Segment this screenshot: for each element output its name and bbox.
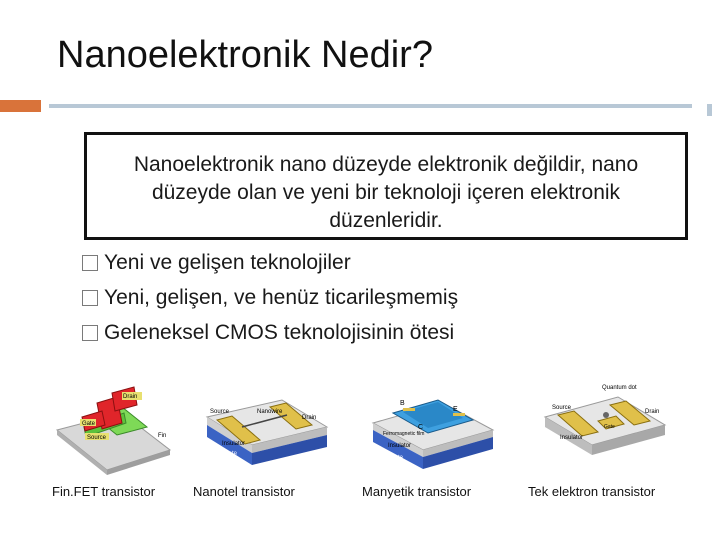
- single-electron-illustration: [540, 375, 670, 475]
- list-item: [82, 245, 458, 280]
- label-drain: Drain: [123, 394, 138, 400]
- label-quantum-dot: Quantum dot: [602, 385, 637, 391]
- bullet-box-icon: [82, 325, 98, 341]
- label-source: Source: [552, 405, 572, 411]
- label-nanowire: Nanowire: [257, 409, 283, 415]
- list-item: [82, 315, 458, 350]
- title-accent-bar: [0, 100, 41, 112]
- label-insulator: Insulator: [560, 435, 584, 441]
- title-divider-line: [49, 104, 692, 108]
- definition-box: [84, 132, 688, 240]
- label-insulator: Insulator: [388, 443, 412, 449]
- slide-title: Nanoelektronik Nedir?: [57, 34, 433, 76]
- bullet-text: Geleneksel CMOS teknolojisinin ötesi: [104, 321, 455, 344]
- label-source: Source: [210, 409, 230, 415]
- label-ferromagnetic-film: Ferromagnetic film: [383, 431, 425, 437]
- bullet-box-icon: [82, 290, 98, 306]
- bullet-list: [82, 245, 458, 350]
- label-gate: Gate: [390, 455, 404, 461]
- label-gate: Gate: [224, 451, 238, 457]
- label-e: E: [453, 406, 458, 413]
- label-source: Source: [87, 435, 107, 441]
- label-fin: Fin: [158, 433, 167, 439]
- figure-caption: Fin.FET transistor: [52, 484, 156, 499]
- magnetic-illustration: [368, 375, 498, 475]
- nanowire-illustration: [202, 375, 332, 475]
- list-item: [82, 280, 458, 315]
- figure-caption: Tek elektron transistor: [528, 484, 656, 499]
- label-drain: Drain: [302, 415, 317, 421]
- definition-text: Nanoelektronik nano düzeyde elektronik değildir, nano düzeyde olan ve yeni bir teknoloji içeren elektronik düzenleridir.: [133, 153, 639, 232]
- label-gate: Gate: [82, 421, 96, 427]
- figure-caption: Manyetik transistor: [362, 484, 472, 499]
- title-divider-end: [707, 104, 712, 116]
- bullet-text: Yeni, gelişen, ve henüz ticarileşmemiş: [104, 286, 459, 309]
- bullet-text: Yeni ve gelişen teknolojiler: [104, 251, 351, 274]
- bullet-box-icon: [82, 255, 98, 271]
- finfet-illustration: [52, 375, 176, 475]
- label-insulator: Insulator: [222, 441, 246, 447]
- label-drain: Drain: [645, 409, 660, 415]
- figure-caption: Nanotel transistor: [193, 484, 295, 499]
- label-b: B: [400, 400, 405, 407]
- label-gate: Gate: [604, 424, 615, 430]
- label-c: C: [418, 424, 424, 431]
